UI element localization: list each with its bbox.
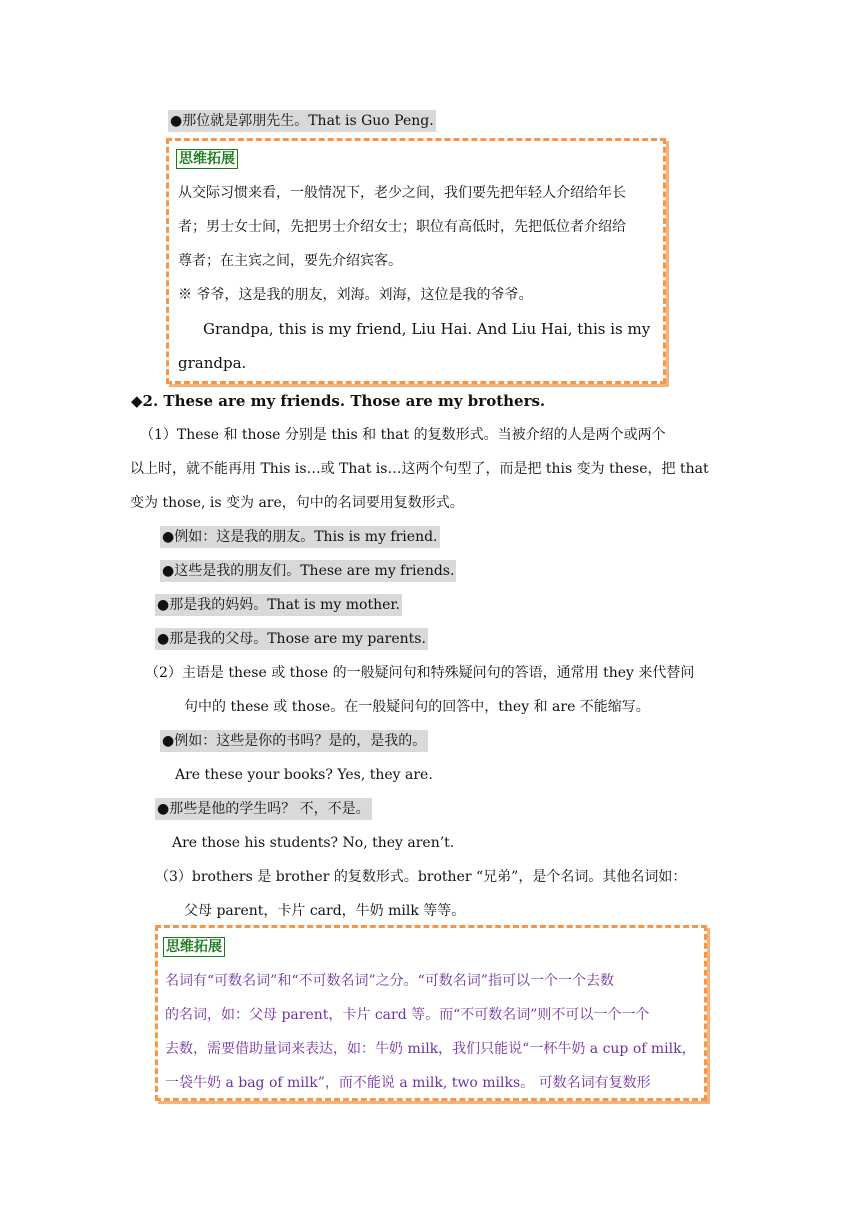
paragraph-line: （1）These 和 those 分别是 this 和 that 的复数形式。当被介绍的人是两个或两个 (140, 427, 666, 443)
box-text-line: 去数，需要借助量词来表达，如：牛奶 milk，我们只能说“一杯牛奶 a cup of milk， (165, 1041, 696, 1057)
example-line: ●那是我的父母。Those are my parents. (155, 628, 428, 650)
thinking-extension-tag: 思维拓展 (163, 937, 225, 957)
example-line: ●那是我的妈妈。That is my mother. (155, 594, 402, 616)
example-line: ●那些是他的学生吗？ 不，不是。 (155, 798, 372, 820)
box-text-line: 尊者；在主宾之间，要先介绍宾客。 (178, 253, 402, 269)
paragraph-line: 变为 those, is 变为 are，句中的名词要用复数形式。 (130, 495, 464, 511)
example-line: Are those his students? No, they aren’t. (172, 835, 455, 851)
paragraph-line: 句中的 these 或 those。在一般疑问句的回答中，they 和 are 不能缩写。 (184, 699, 650, 715)
example-line: ●那位就是郭朋先生。That is Guo Peng. (168, 110, 436, 132)
example-line: Are these your books? Yes, they are. (175, 767, 433, 783)
box-text-line: 的名词，如：父母 parent，卡片 card 等。而“不可数名词”则不可以一个一个 (165, 1007, 650, 1023)
paragraph-line: （2）主语是 these 或 those 的一般疑问句和特殊疑问句的答语，通常用 they 来代替问 (145, 665, 695, 681)
box-text-line: 名词有“可数名词”和“不可数名词”之分。“可数名词”指可以一个一个去数 (165, 973, 614, 989)
box-text-line: ※ 爷爷，这是我的朋友，刘海。刘海，这位是我的爷爷。 (178, 287, 533, 303)
example-line: ●例如：这些是你的书吗？是的，是我的。 (160, 730, 428, 752)
thinking-extension-tag: 思维拓展 (176, 149, 238, 169)
example-line: ●这些是我的朋友们。These are my friends. (160, 560, 456, 582)
box-text-line: 者；男士女士间，先把男士介绍女士；职位有高低时，先把低位者介绍给 (178, 219, 626, 235)
box-text-line: grandpa. (178, 354, 247, 372)
section-heading: ◆2. These are my friends. Those are my brothers. (131, 392, 546, 410)
paragraph-line: 以上时，就不能再用 This is…或 That is…这两个句型了，而是把 this 变为 these，把 that (130, 461, 709, 477)
paragraph-line: （3）brothers 是 brother 的复数形式。brother “兄弟”，是个名词。其他名词如： (155, 869, 687, 885)
paragraph-line: 父母 parent，卡片 card，牛奶 milk 等等。 (184, 903, 466, 919)
example-line: ●例如：这是我的朋友。This is my friend. (160, 526, 440, 548)
box-text-line: 一袋牛奶 a bag of milk”，而不能说 a milk, two milks。 可数名词有复数形 (165, 1075, 651, 1091)
box-text-line: 从交际习惯来看，一般情况下，老少之间，我们要先把年轻人介绍给年长 (178, 185, 626, 201)
box-text-line: Grandpa, this is my friend, Liu Hai. And Liu Hai, this is my (203, 320, 651, 338)
